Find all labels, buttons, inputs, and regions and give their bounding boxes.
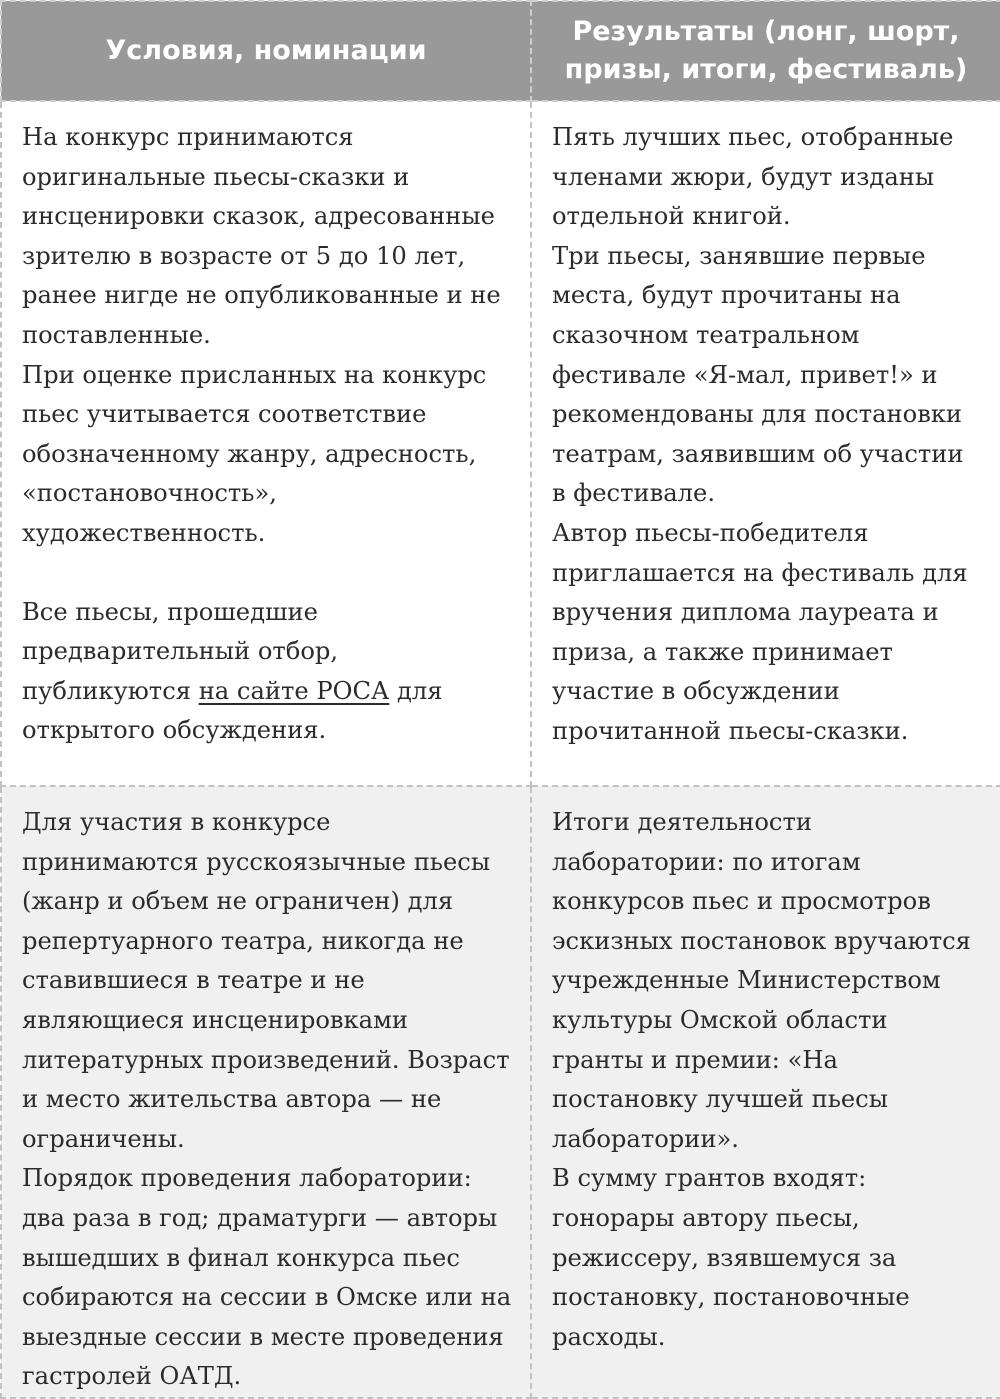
header-results: [531, 1, 1000, 101]
header-conditions: Условия, номинации: [1, 1, 531, 101]
conditions-text-1c: [22, 593, 512, 751]
header-results-line1: Результаты (лонг, шорт,: [572, 16, 960, 47]
conditions-text-1a: На конкурс принимаются оригинальные пьесы-сказки и инсценировки сказок, адресованные зрителю в возрасте от 5 до 10 лет, ранее нигде не опубликованные и не поставленные.: [22, 123, 501, 349]
results-cell-2: [531, 786, 1000, 1398]
table-row: [1, 101, 1000, 786]
results-text-1a: Пять лучших пьес, отобранные членами жюри, будут изданы отдельной книгой.: [552, 123, 954, 231]
conditions-cell-1: [1, 101, 531, 786]
conditions-text-2b: Порядок проведения лаборатории: два раза в год; драматурги — авторы вышедших в финал конкурса пьес собираются на сессии в Омске или на выездные сессии в месте проведения гастролей ОАТД.: [22, 1164, 512, 1391]
results-text-1c: Автор пьесы-победителя приглашается на фестиваль для вручения диплома лауреата и приза, а также принимает участие в обсуждении прочитанной пьесы-сказки.: [552, 518, 968, 745]
table-row: [1, 786, 1000, 1398]
header-row: [1, 1, 1000, 101]
results-text-2a: Итоги деятельности лаборатории: по итогам конкурсов пьес и просмотров эскизных постановок вручаются учрежденные Министерством культуры Омской области гранты и премии: «На постановку лучшей пьесы лаборатории».: [552, 808, 971, 1153]
conditions-text-2a: Для участия в конкурсе принимаются русскоязычные пьесы (жанр и объем не ограничен) для репертуарного театра, никогда не ставившиеся в театре и не являющиеся инсценировками литературных произведений. Возраст и место жительства автора — не ограничены.: [22, 808, 510, 1153]
results-text-1b: Три пьесы, занявшие первые места, будут прочитаны на сказочном театральном фестивале «Я-мал, привет!» и рекомендованы для постановки театрам, заявившим об участии в фестивале.: [552, 241, 964, 508]
conditions-cell-2: [1, 786, 531, 1398]
conditions-text-1c-start: Все пьесы, прошедшие предварительный отбор, публикуются: [22, 597, 339, 705]
rosa-site-link[interactable]: на сайте РОСА: [198, 676, 390, 705]
conditions-text-1b: При оценке присланных на конкурс пьес учитывается соответствие обозначенному жанру, адресность, «постановочность», художественность.: [22, 360, 487, 547]
conditions-text-1c-end: для открытого обсуждения.: [22, 676, 443, 745]
header-results-line2: призы, итоги, фестиваль): [564, 54, 968, 85]
results-text-2b: В сумму грантов входят: гонорары автору пьесы, режиссеру, взявшемуся за постановку, постановочные расходы.: [552, 1164, 910, 1351]
results-cell-1: [531, 101, 1000, 786]
